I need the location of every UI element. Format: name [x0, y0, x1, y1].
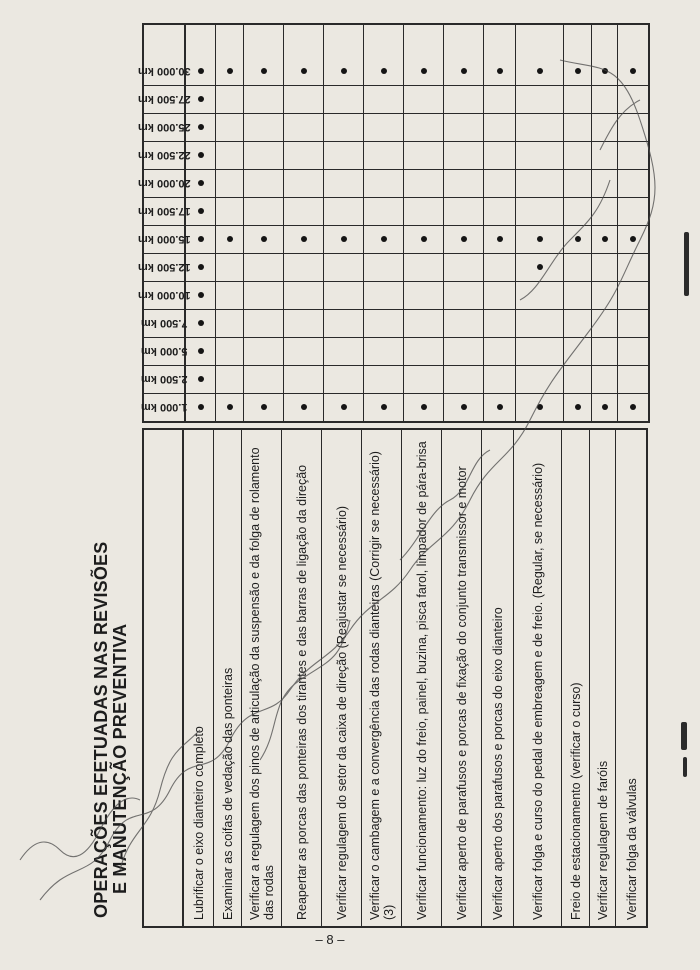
column-header [137, 57, 191, 85]
schedule-cell [564, 337, 591, 365]
service-dot [301, 405, 307, 411]
schedule-cell [618, 281, 648, 309]
operation-text: Verificar aperto de parafusos e porcas de fixação do conjunto transmissor e motor [455, 466, 469, 920]
service-dot [461, 237, 467, 243]
schedule-cell [484, 85, 515, 113]
binding-mark [683, 757, 687, 777]
schedule-cell [484, 365, 515, 393]
schedule-cell [484, 141, 515, 169]
schedule-cell [592, 57, 617, 85]
schedule-cell [216, 253, 243, 281]
schedule-cell [564, 85, 591, 113]
column-header-label: 5.000 km [140, 345, 188, 358]
column-header-label: 17.500 km [137, 205, 191, 218]
schedule-cell [244, 57, 283, 85]
service-dot [261, 405, 267, 411]
service-dot [421, 68, 427, 74]
column-header [137, 141, 191, 169]
schedule-cell [484, 337, 515, 365]
schedule-row [186, 25, 216, 421]
schedule-cell [364, 113, 403, 141]
schedule-cell [592, 141, 617, 169]
service-dot [341, 68, 347, 74]
schedule-cell [618, 113, 648, 141]
service-dot [575, 405, 581, 411]
binding-mark [684, 232, 689, 296]
column-header-label: 30.000 km [137, 65, 191, 77]
schedule-cell [324, 393, 363, 421]
schedule-cell [404, 85, 443, 113]
schedule-cell [592, 393, 617, 421]
service-dot [537, 68, 543, 74]
operation-text: Verificar a regulagem dos pinos de articulação da suspensão e da folga de rolamento das rodas [248, 447, 276, 920]
service-dot [301, 68, 307, 74]
schedule-cell [186, 365, 215, 393]
schedule-cell [484, 393, 515, 421]
schedule-cell [444, 85, 483, 113]
schedule-cell [364, 197, 403, 225]
schedule-cell [516, 309, 563, 337]
schedule-cell [324, 169, 363, 197]
title-line-2: E MANUTENÇÃO PREVENTIVA [110, 623, 130, 894]
schedule-cell [618, 141, 648, 169]
schedule-cell [564, 197, 591, 225]
column-header [137, 253, 191, 281]
schedule-cell [444, 393, 483, 421]
schedule-cell [324, 337, 363, 365]
schedule-cell [324, 141, 363, 169]
schedule-cell [244, 141, 283, 169]
column-header-label: 27.500 km [137, 93, 191, 106]
binding-mark [681, 722, 687, 750]
service-dot [227, 405, 233, 411]
operation-text: Freio de estacionamento (verificar o curso) [569, 682, 583, 920]
title-line-1: OPERAÇÕES EFETUADAS NAS REVISÕES [91, 541, 111, 918]
operation-row [442, 430, 482, 926]
schedule-cell [216, 141, 243, 169]
schedule-cell [364, 309, 403, 337]
service-dot [198, 68, 204, 74]
schedule-cell [592, 85, 617, 113]
schedule-cell [364, 141, 403, 169]
service-dot [198, 153, 204, 159]
schedule-cell [216, 393, 243, 421]
operation-text: Verificar o cambagem e a convergência das rodas dianteiras (Corrigir se necessário) (3) [368, 451, 396, 920]
operation-text: Verificar aperto dos parafusos e porcas do eixo dianteiro [491, 607, 505, 920]
operation-row [482, 430, 514, 926]
schedule-cell [404, 281, 443, 309]
schedule-cell [564, 141, 591, 169]
schedule-cell [216, 281, 243, 309]
column-header-label: 22.500 km [137, 149, 191, 162]
schedule-cell [618, 85, 648, 113]
schedule-cell [516, 365, 563, 393]
schedule-cell [364, 85, 403, 113]
operation-row [514, 430, 562, 926]
schedule-cell [484, 197, 515, 225]
schedule-cell [284, 393, 323, 421]
schedule-cell [444, 169, 483, 197]
column-header-label: 10.000 km [137, 289, 191, 302]
schedule-cell [284, 57, 323, 85]
schedule-cell [618, 253, 648, 281]
schedule-cell [404, 113, 443, 141]
schedule-cell [516, 281, 563, 309]
operation-row [184, 430, 214, 926]
schedule-cell [618, 309, 648, 337]
schedule-cell [216, 337, 243, 365]
service-dot [461, 68, 467, 74]
service-dot [198, 209, 204, 215]
service-dot [575, 237, 581, 243]
schedule-cell [216, 57, 243, 85]
operation-row [616, 430, 646, 926]
schedule-cell [516, 57, 563, 85]
schedule-cell [444, 57, 483, 85]
schedule-cell [564, 57, 591, 85]
operation-row [242, 430, 282, 926]
column-header [140, 365, 188, 393]
schedule-cell [592, 337, 617, 365]
service-dot [630, 237, 636, 243]
schedule-cell [444, 253, 483, 281]
schedule-cell [284, 169, 323, 197]
schedule-cell [284, 225, 323, 253]
schedule-cell [244, 169, 283, 197]
schedule-cell [244, 393, 283, 421]
schedule-cell [592, 309, 617, 337]
schedule-cell [484, 281, 515, 309]
schedule-cell [186, 309, 215, 337]
schedule-cell [364, 253, 403, 281]
operation-text: Verificar funcionamento: luz do freio, painel, buzina, pisca farol, limpador de pára-brisa [415, 441, 429, 920]
operations-list [142, 428, 648, 928]
schedule-cell [618, 337, 648, 365]
service-dot [261, 237, 267, 243]
operation-row [402, 430, 442, 926]
schedule-row [404, 25, 444, 421]
schedule-cell [618, 393, 648, 421]
schedule-cell [618, 197, 648, 225]
schedule-cell [564, 253, 591, 281]
operation-row [214, 430, 242, 926]
schedule-cell [284, 253, 323, 281]
schedule-row [244, 25, 284, 421]
service-dot [461, 405, 467, 411]
service-dot [198, 321, 204, 327]
schedule-cell [324, 113, 363, 141]
operation-text: Examinar as coifas de vedação das ponteiras [221, 667, 235, 920]
service-dot [198, 377, 204, 383]
schedule-cell [364, 57, 403, 85]
service-dot [261, 68, 267, 74]
schedule-cell [186, 337, 215, 365]
operation-text: Verificar folga e curso do pedal de embreagem e de freio. (Regular, se necessário) [531, 462, 545, 920]
service-dot [198, 405, 204, 411]
schedule-cell [516, 337, 563, 365]
service-dot [341, 405, 347, 411]
schedule-cell [244, 365, 283, 393]
schedule-cell [564, 169, 591, 197]
column-header-label: 1.000 km [140, 401, 188, 414]
service-dot [198, 237, 204, 243]
schedule-row [216, 25, 244, 421]
service-dot [421, 405, 427, 411]
schedule-cell [244, 197, 283, 225]
schedule-cell [216, 365, 243, 393]
schedule-cell [404, 309, 443, 337]
column-header-label: 7.500 km [140, 317, 188, 330]
column-header [137, 169, 191, 197]
schedule-cell [592, 169, 617, 197]
service-dot [602, 405, 608, 411]
schedule-cell [564, 393, 591, 421]
service-dot [381, 405, 387, 411]
schedule-cell [444, 141, 483, 169]
schedule-cell [244, 281, 283, 309]
schedule-header [137, 25, 191, 421]
schedule-cell [324, 365, 363, 393]
schedule-cell [592, 365, 617, 393]
schedule-row [564, 25, 592, 421]
page-title [92, 448, 130, 918]
service-dot [537, 265, 543, 271]
schedule-cell [284, 85, 323, 113]
column-header-label: 2.500 km [140, 373, 188, 386]
schedule-cell [592, 113, 617, 141]
schedule-cell [284, 141, 323, 169]
schedule-cell [592, 197, 617, 225]
schedule-cell [516, 169, 563, 197]
operation-text: Verificar regulagem do setor da caixa de direção (Reajustar se necessário) [335, 505, 349, 920]
operation-text: Reapertar as porcas das ponteiras dos tirantes e das barras de ligação da direção [295, 464, 309, 920]
schedule-cell [484, 225, 515, 253]
header-spacer [144, 430, 184, 926]
schedule-cell [618, 365, 648, 393]
schedule-cell [244, 113, 283, 141]
schedule-cell [404, 57, 443, 85]
column-header-label: 15.000 km [137, 233, 191, 246]
column-header [137, 225, 191, 253]
column-header [137, 113, 191, 141]
operation-row [282, 430, 322, 926]
schedule-cell [364, 393, 403, 421]
column-header [137, 197, 191, 225]
schedule-cell [364, 225, 403, 253]
service-dot [381, 68, 387, 74]
schedule-row [364, 25, 404, 421]
schedule-cell [324, 85, 363, 113]
schedule-cell [404, 197, 443, 225]
schedule-cell [516, 225, 563, 253]
schedule-cell [404, 225, 443, 253]
operation-text: Verificar regulagem de faróis [596, 760, 610, 920]
schedule-cell [564, 113, 591, 141]
schedule-cell [618, 225, 648, 253]
schedule-cell [618, 57, 648, 85]
service-dot [421, 237, 427, 243]
schedule-cell [324, 281, 363, 309]
schedule-cell [284, 281, 323, 309]
service-dot [602, 237, 608, 243]
schedule-cell [484, 113, 515, 141]
service-dot [602, 68, 608, 74]
schedule-cell [592, 253, 617, 281]
column-header [140, 393, 188, 421]
operation-text: Verificar folga da válvulas [624, 778, 639, 920]
service-dot [198, 181, 204, 187]
schedule-cell [216, 197, 243, 225]
service-dot [630, 68, 636, 74]
service-dot [227, 237, 233, 243]
schedule-cell [516, 393, 563, 421]
schedule-cell [444, 225, 483, 253]
service-dot [198, 349, 204, 355]
schedule-cell [364, 337, 403, 365]
schedule-cell [564, 225, 591, 253]
schedule-cell [324, 253, 363, 281]
schedule-cell [516, 141, 563, 169]
schedule-cell [444, 197, 483, 225]
schedule-cell [216, 169, 243, 197]
column-header [137, 281, 191, 309]
schedule-cell [592, 281, 617, 309]
service-dot [497, 68, 503, 74]
schedule-cell [484, 253, 515, 281]
column-header [140, 337, 188, 365]
service-dot [575, 68, 581, 74]
service-dot [537, 237, 543, 243]
service-dot [301, 237, 307, 243]
service-dot [198, 293, 204, 299]
schedule-cell [324, 197, 363, 225]
column-header [140, 309, 188, 337]
schedule-cell [324, 225, 363, 253]
schedule-cell [444, 309, 483, 337]
schedule-cell [618, 169, 648, 197]
schedule-row [444, 25, 484, 421]
service-dot [537, 405, 543, 411]
schedule-cell [564, 309, 591, 337]
schedule-cell [324, 57, 363, 85]
schedule-cell [404, 141, 443, 169]
schedule-row [592, 25, 618, 421]
schedule-cell [516, 113, 563, 141]
schedule-cell [186, 393, 215, 421]
schedule-cell [484, 169, 515, 197]
schedule-cell [284, 309, 323, 337]
schedule-cell [564, 281, 591, 309]
column-header [137, 85, 191, 113]
schedule-cell [484, 309, 515, 337]
schedule-cell [216, 225, 243, 253]
schedule-row [516, 25, 564, 421]
service-dot [227, 68, 233, 74]
schedule-cell [244, 309, 283, 337]
service-dot [381, 237, 387, 243]
schedule-cell [444, 113, 483, 141]
schedule-cell [284, 113, 323, 141]
schedule-cell [216, 113, 243, 141]
service-dot [630, 405, 636, 411]
schedule-cell [284, 197, 323, 225]
service-dot [198, 125, 204, 131]
schedule-cell [516, 197, 563, 225]
operation-text: Lubrificar o eixo dianteiro completo [192, 726, 206, 920]
schedule-cell [404, 393, 443, 421]
schedule-cell [404, 253, 443, 281]
service-dot [497, 405, 503, 411]
schedule-cell [484, 57, 515, 85]
schedule-cell [216, 309, 243, 337]
rotated-table-block [91, 23, 639, 928]
operation-row [322, 430, 362, 926]
page-number: – 8 – [315, 932, 345, 947]
operation-row [590, 430, 616, 926]
schedule-row [324, 25, 364, 421]
schedule-cell [244, 85, 283, 113]
schedule-cell [516, 253, 563, 281]
schedule-cell [284, 365, 323, 393]
schedule-cell [516, 85, 563, 113]
schedule-cell [404, 365, 443, 393]
schedule-cell [364, 281, 403, 309]
schedule-row [484, 25, 516, 421]
schedule-row [284, 25, 324, 421]
service-dot [198, 265, 204, 271]
service-dot [341, 237, 347, 243]
schedule-cell [216, 85, 243, 113]
operation-row [562, 430, 590, 926]
schedule-cell [244, 337, 283, 365]
service-dot [497, 237, 503, 243]
schedule-cell [244, 225, 283, 253]
schedule-row [618, 25, 648, 421]
operation-row [362, 430, 402, 926]
schedule-cell [444, 337, 483, 365]
schedule-cell [444, 281, 483, 309]
column-header-label: 25.000 km [137, 121, 191, 134]
schedule-cell [444, 365, 483, 393]
column-header-label: 12.500 km [137, 261, 191, 274]
schedule-cell [284, 337, 323, 365]
schedule-cell [324, 309, 363, 337]
schedule-cell [404, 169, 443, 197]
schedule-cell [404, 337, 443, 365]
schedule-cell [244, 253, 283, 281]
service-dot [198, 97, 204, 103]
schedule-cell [592, 225, 617, 253]
schedule-cell [564, 365, 591, 393]
column-header-label: 20.000 km [137, 177, 191, 190]
schedule-cell [364, 365, 403, 393]
schedule-grid [137, 23, 650, 423]
schedule-cell [364, 169, 403, 197]
